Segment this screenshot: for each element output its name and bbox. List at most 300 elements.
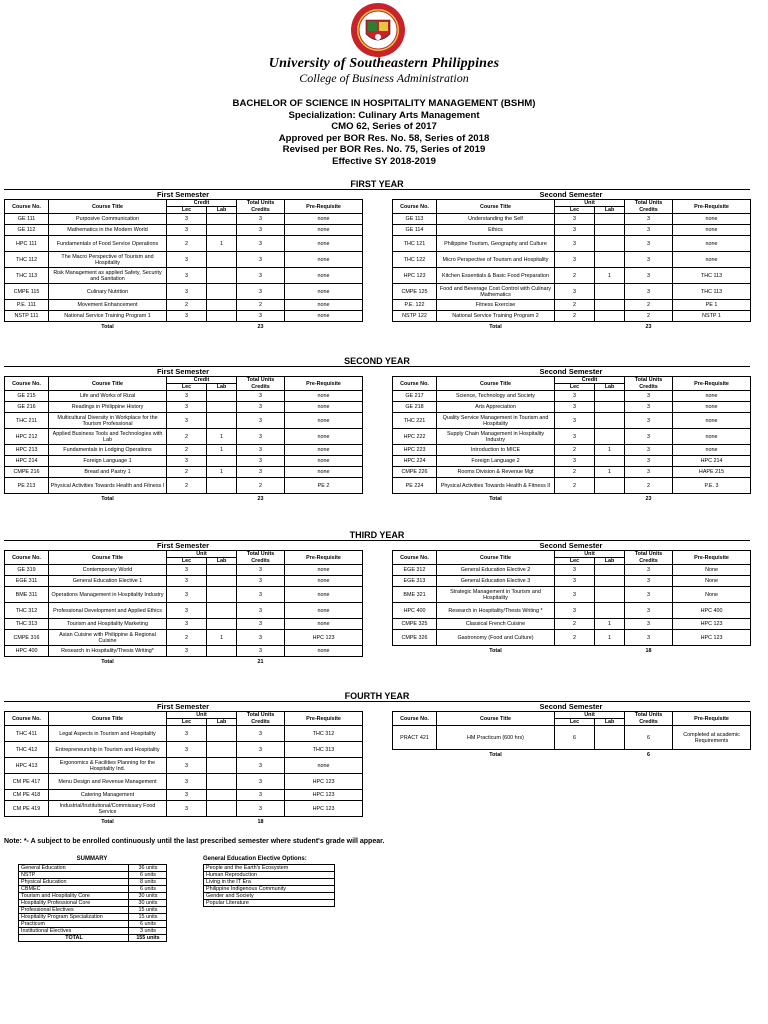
cell-course-no: THC 411 xyxy=(5,726,49,742)
cell-course-title: Physical Activities Towards Health & Fitness II xyxy=(437,478,555,494)
cell-prerequisite: none xyxy=(285,565,363,576)
total-spacer xyxy=(5,322,49,332)
cell-lec-units: 3 xyxy=(555,214,595,225)
cell-prerequisite: P.E. 3 xyxy=(673,478,751,494)
cell-lec-units: 3 xyxy=(167,790,207,801)
program-line: BACHELOR OF SCIENCE IN HOSPITALITY MANAGEMENT (BSHM) xyxy=(232,98,536,109)
university-seal xyxy=(344,2,412,58)
header-prereq: Pre-Requisite xyxy=(285,377,363,391)
course-row xyxy=(393,587,751,603)
total-spacer xyxy=(673,646,751,656)
header-lec: Lec xyxy=(555,719,595,726)
cell-lec-units: 3 xyxy=(167,758,207,774)
cell-total-units: 3 xyxy=(237,790,285,801)
summary-units: 8 units xyxy=(129,879,167,886)
cell-lab-units xyxy=(207,646,237,657)
header-total-units: Total Units xyxy=(237,377,285,384)
cell-course-no: THC 122 xyxy=(393,252,437,268)
cell-lec-units: 6 xyxy=(555,726,595,750)
cell-lec-units: 2 xyxy=(167,300,207,311)
course-row xyxy=(5,790,363,801)
cell-lab-units: 1 xyxy=(595,619,625,630)
ge-elective-item: People and the Earth's Ecosystem xyxy=(204,865,335,872)
cell-prerequisite: none xyxy=(285,391,363,402)
cell-course-no: HPC 222 xyxy=(393,429,437,445)
year-section xyxy=(4,356,750,502)
header-course-no: Course No. xyxy=(393,377,437,391)
cell-lab-units xyxy=(207,391,237,402)
summary-table xyxy=(18,864,167,942)
cell-prerequisite: none xyxy=(673,391,751,402)
header-course-title: Course Title xyxy=(437,200,555,214)
cell-lab-units xyxy=(595,587,625,603)
year-title: FOURTH YEAR xyxy=(4,692,750,702)
course-row xyxy=(393,619,751,630)
cell-course-no: CM PE 418 xyxy=(5,790,49,801)
cell-lab-units xyxy=(207,565,237,576)
cell-total-units: 3 xyxy=(625,429,673,445)
course-row xyxy=(5,801,363,817)
course-row xyxy=(5,630,363,646)
header-credits: Credits xyxy=(237,558,285,565)
header-total-units: Total Units xyxy=(237,551,285,558)
summary-row xyxy=(19,886,167,893)
cell-prerequisite: none xyxy=(285,467,363,478)
total-spacer xyxy=(555,494,595,504)
cell-course-title: Research in Hospitality/Thesis Writing* xyxy=(49,646,167,657)
ge-elective-row xyxy=(204,900,335,907)
cell-lec-units: 3 xyxy=(555,587,595,603)
cell-total-units: 3 xyxy=(237,758,285,774)
cell-lab-units xyxy=(595,252,625,268)
cell-course-no: EGE 312 xyxy=(393,565,437,576)
header-prereq: Pre-Requisite xyxy=(673,377,751,391)
cell-lab-units xyxy=(207,225,237,236)
summary-row xyxy=(19,914,167,921)
summary-category: Hospitality Program Specialization xyxy=(19,914,129,921)
total-spacer xyxy=(673,750,751,760)
summary-category: Physical Education xyxy=(19,879,129,886)
cell-lec-units: 3 xyxy=(555,236,595,252)
header-credits: Credits xyxy=(237,207,285,214)
course-table xyxy=(392,376,751,504)
cell-lab-units xyxy=(207,413,237,429)
summary-units: 15 units xyxy=(129,914,167,921)
cell-prerequisite: THC 313 xyxy=(285,742,363,758)
ge-elective-item: Gender and Society xyxy=(204,893,335,900)
cell-lab-units xyxy=(595,300,625,311)
cell-course-title: HM Practicum (600 hrs) xyxy=(437,726,555,750)
cell-prerequisite: none xyxy=(673,225,751,236)
cell-lab-units xyxy=(207,603,237,619)
course-row xyxy=(393,268,751,284)
cell-lec-units: 3 xyxy=(555,413,595,429)
year-title: FIRST YEAR xyxy=(4,180,750,190)
total-spacer xyxy=(167,817,207,827)
total-spacer xyxy=(5,817,49,827)
cell-prerequisite: none xyxy=(285,284,363,300)
header-group: Credit xyxy=(555,377,625,384)
cell-total-units: 3 xyxy=(237,742,285,758)
header-lec: Lec xyxy=(555,558,595,565)
total-label: Total xyxy=(101,818,114,825)
header-group: Credit xyxy=(167,200,237,207)
cell-total-units: 3 xyxy=(625,587,673,603)
cell-prerequisite: none xyxy=(673,214,751,225)
summary-title: SUMMARY xyxy=(76,856,108,862)
header-course-no: Course No. xyxy=(5,377,49,391)
total-spacer xyxy=(5,494,49,504)
cell-lec-units: 3 xyxy=(167,284,207,300)
header-total-units: Total Units xyxy=(625,377,673,384)
cell-total-units: 3 xyxy=(625,619,673,630)
course-row xyxy=(5,467,363,478)
total-value: 18 xyxy=(257,818,264,825)
cell-lab-units xyxy=(595,565,625,576)
year-section xyxy=(4,179,750,330)
cell-lab-units xyxy=(207,402,237,413)
cell-prerequisite: NSTP 1 xyxy=(673,311,751,322)
cell-course-title: Contemporary World xyxy=(49,565,167,576)
cell-course-title: Fundamentals of Food Service Operations xyxy=(49,236,167,252)
course-row xyxy=(393,603,751,619)
header-credits: Credits xyxy=(625,719,673,726)
header-total-units: Total Units xyxy=(625,200,673,207)
cell-total-units: 2 xyxy=(625,300,673,311)
cell-total-units: 3 xyxy=(625,413,673,429)
cell-course-title: Rooms Division & Revenue Mgt xyxy=(437,467,555,478)
cell-total-units: 2 xyxy=(625,311,673,322)
cell-prerequisite: none xyxy=(285,225,363,236)
total-value: 23 xyxy=(645,323,652,330)
cell-total-units: 3 xyxy=(237,774,285,790)
course-row xyxy=(393,252,751,268)
cell-course-no: THC 211 xyxy=(5,413,49,429)
course-row xyxy=(5,742,363,758)
total-spacer xyxy=(207,322,237,332)
header-course-no: Course No. xyxy=(5,200,49,214)
summary-units: 6 units xyxy=(129,886,167,893)
cell-course-no: GE 112 xyxy=(5,225,49,236)
cell-lab-units: 1 xyxy=(207,445,237,456)
cell-prerequisite: none xyxy=(285,646,363,657)
cell-course-no: HPC 400 xyxy=(393,603,437,619)
cell-course-no: THC 112 xyxy=(5,252,49,268)
cell-prerequisite: None xyxy=(673,565,751,576)
summary-units: 6 units xyxy=(129,872,167,879)
header-prereq: Pre-Requisite xyxy=(673,551,751,565)
total-spacer xyxy=(393,646,437,656)
cell-lec-units: 3 xyxy=(167,214,207,225)
cell-lab-units: 1 xyxy=(595,445,625,456)
semester-block xyxy=(392,702,750,760)
course-table xyxy=(392,550,751,656)
table-header-row xyxy=(393,200,751,207)
summary-row xyxy=(19,879,167,886)
summary-section xyxy=(18,856,166,942)
course-table xyxy=(392,199,751,332)
ge-electives-section xyxy=(203,856,335,907)
cell-total-units: 3 xyxy=(625,402,673,413)
semester-title: First Semester xyxy=(156,367,210,376)
college-name: College of Business Administration xyxy=(299,71,469,85)
cell-course-title: Fundamentals in Lodging Operations xyxy=(49,445,167,456)
total-spacer xyxy=(555,322,595,332)
cell-prerequisite: none xyxy=(673,445,751,456)
semester-title: Second Semester xyxy=(539,541,603,550)
cell-total-units: 3 xyxy=(625,445,673,456)
total-row xyxy=(393,750,751,760)
cell-course-title: Tourism and Hospitality Marketing xyxy=(49,619,167,630)
ge-elective-item: Philippine Indigenous Community xyxy=(204,886,335,893)
total-row xyxy=(393,494,751,504)
cell-lec-units: 3 xyxy=(167,252,207,268)
cell-course-title: Science, Technology and Society xyxy=(437,391,555,402)
cell-course-no: CM PE 417 xyxy=(5,774,49,790)
total-spacer xyxy=(555,750,595,760)
course-row xyxy=(393,429,751,445)
cell-lab-units xyxy=(207,790,237,801)
cell-prerequisite: THC 113 xyxy=(673,284,751,300)
cell-total-units: 3 xyxy=(237,726,285,742)
semester-title: Second Semester xyxy=(539,190,603,199)
header-prereq: Pre-Requisite xyxy=(673,200,751,214)
cell-lec-units: 3 xyxy=(555,402,595,413)
cell-lab-units xyxy=(207,300,237,311)
header-course-title: Course Title xyxy=(437,551,555,565)
cell-lab-units: 1 xyxy=(207,236,237,252)
cell-lec-units: 2 xyxy=(167,467,207,478)
cell-course-no: PE 224 xyxy=(393,478,437,494)
course-row xyxy=(5,619,363,630)
total-row xyxy=(5,494,363,504)
total-spacer xyxy=(285,817,363,827)
course-row xyxy=(393,284,751,300)
cell-lec-units: 3 xyxy=(167,726,207,742)
summary-row xyxy=(19,872,167,879)
header-lec: Lec xyxy=(555,384,595,391)
cell-course-title: National Service Training Program 2 xyxy=(437,311,555,322)
cell-total-units: 6 xyxy=(625,726,673,750)
cell-total-units: 3 xyxy=(237,603,285,619)
total-row xyxy=(5,657,363,667)
cell-course-title: Applied Business Tools and Technologies with Lab xyxy=(49,429,167,445)
cell-course-no: CMPE 326 xyxy=(393,630,437,646)
cell-total-units: 3 xyxy=(625,236,673,252)
semester-block xyxy=(4,702,362,827)
cell-lab-units: 1 xyxy=(595,630,625,646)
header-credits: Credits xyxy=(625,207,673,214)
summary-units: 15 units xyxy=(129,907,167,914)
total-value: 23 xyxy=(645,495,652,502)
summary-category: Practicum xyxy=(19,921,129,928)
cell-total-units: 3 xyxy=(237,284,285,300)
cell-lab-units xyxy=(207,758,237,774)
header-lec: Lec xyxy=(167,384,207,391)
course-row xyxy=(5,214,363,225)
cell-lab-units xyxy=(207,311,237,322)
cell-lab-units xyxy=(207,478,237,494)
ge-electives-table xyxy=(203,864,335,907)
total-value: 23 xyxy=(257,495,264,502)
cell-course-no: NSTP 122 xyxy=(393,311,437,322)
cell-total-units: 3 xyxy=(237,402,285,413)
summary-category: Professional Electives xyxy=(19,907,129,914)
cell-lab-units xyxy=(207,252,237,268)
header-course-no: Course No. xyxy=(393,551,437,565)
cell-course-no: HPC 212 xyxy=(5,429,49,445)
total-spacer xyxy=(595,646,625,656)
total-label: Total xyxy=(489,495,502,502)
cell-total-units: 2 xyxy=(237,478,285,494)
cell-course-no: THC 412 xyxy=(5,742,49,758)
course-row xyxy=(5,225,363,236)
table-header-row xyxy=(5,551,363,558)
header-prereq: Pre-Requisite xyxy=(285,551,363,565)
course-row xyxy=(5,565,363,576)
year-section xyxy=(4,530,750,665)
cell-total-units: 3 xyxy=(237,565,285,576)
cell-lab-units xyxy=(207,587,237,603)
cell-lab-units xyxy=(595,236,625,252)
course-row xyxy=(5,758,363,774)
ge-elective-item: Popular Literature xyxy=(204,900,335,907)
cell-course-title: Asian Cuisine with Philippine & Regional Cuisine xyxy=(49,630,167,646)
total-row xyxy=(5,322,363,332)
cell-lec-units: 2 xyxy=(167,429,207,445)
cell-course-title: Arts Appreciation xyxy=(437,402,555,413)
cell-prerequisite: none xyxy=(285,252,363,268)
cell-total-units: 3 xyxy=(237,801,285,817)
cell-prerequisite: none xyxy=(285,311,363,322)
cell-total-units: 3 xyxy=(625,565,673,576)
cell-prerequisite: none xyxy=(285,268,363,284)
course-row xyxy=(393,300,751,311)
cell-course-no: HPC 123 xyxy=(393,268,437,284)
cell-course-title: Micro Perspective of Tourism and Hospitality xyxy=(437,252,555,268)
cell-lab-units xyxy=(595,402,625,413)
header-credits: Credits xyxy=(625,558,673,565)
cell-prerequisite: HPC 123 xyxy=(673,619,751,630)
cell-lec-units: 3 xyxy=(555,284,595,300)
cell-total-units: 3 xyxy=(237,391,285,402)
cell-lec-units: 2 xyxy=(167,630,207,646)
program-line: Revised per BOR Res. No. 75, Series of 2019 xyxy=(282,144,486,156)
cell-total-units: 3 xyxy=(625,630,673,646)
cell-lec-units: 3 xyxy=(167,646,207,657)
cell-course-no: CMPE 325 xyxy=(393,619,437,630)
course-row xyxy=(393,236,751,252)
header-credits: Credits xyxy=(625,384,673,391)
total-spacer xyxy=(595,494,625,504)
cell-course-no: THC 312 xyxy=(5,603,49,619)
cell-prerequisite: none xyxy=(285,587,363,603)
semester-title: First Semester xyxy=(156,190,210,199)
cell-course-title: Purposive Communication xyxy=(49,214,167,225)
cell-lec-units: 2 xyxy=(555,311,595,322)
cell-course-no: THC 121 xyxy=(393,236,437,252)
summary-units: 6 units xyxy=(129,921,167,928)
cell-course-title: Supply Chain Management in Hospitality Industry xyxy=(437,429,555,445)
header-credits: Credits xyxy=(237,384,285,391)
cell-lec-units: 3 xyxy=(167,576,207,587)
course-row xyxy=(5,774,363,790)
table-header-row xyxy=(5,200,363,207)
course-table xyxy=(392,711,751,760)
cell-lab-units xyxy=(595,726,625,750)
cell-total-units: 3 xyxy=(625,268,673,284)
cell-prerequisite: none xyxy=(673,402,751,413)
cell-total-units: 3 xyxy=(625,214,673,225)
cell-total-units: 3 xyxy=(237,619,285,630)
cell-lec-units: 3 xyxy=(167,456,207,467)
cell-course-no: CMPE 216 xyxy=(5,467,49,478)
course-row xyxy=(5,478,363,494)
footnote: Note: *- A subject to be enrolled continuously until the last prescribed semester where student's grade will appear. xyxy=(4,838,385,845)
cell-lab-units xyxy=(207,576,237,587)
year-title: SECOND YEAR xyxy=(4,357,750,367)
ge-elective-row xyxy=(204,886,335,893)
total-spacer xyxy=(167,322,207,332)
program-title xyxy=(0,98,768,168)
cell-prerequisite: none xyxy=(673,413,751,429)
cell-lec-units: 2 xyxy=(167,478,207,494)
total-spacer xyxy=(393,494,437,504)
header-course-no: Course No. xyxy=(5,712,49,726)
course-table xyxy=(4,376,363,504)
header-lec: Lec xyxy=(167,558,207,565)
header-total-units: Total Units xyxy=(625,551,673,558)
total-spacer xyxy=(595,322,625,332)
cell-total-units: 2 xyxy=(237,300,285,311)
cell-course-no: GE 218 xyxy=(393,402,437,413)
cell-course-title: Kitchen Essentials & Basic Food Preparation xyxy=(437,268,555,284)
cell-course-title: Catering Management xyxy=(49,790,167,801)
summary-total-value: 155 units xyxy=(129,935,167,942)
cell-lab-units xyxy=(595,311,625,322)
summary-row xyxy=(19,900,167,907)
cell-total-units: 3 xyxy=(237,576,285,587)
cell-lab-units: 1 xyxy=(595,268,625,284)
total-label: Total xyxy=(489,751,502,758)
header-course-title: Course Title xyxy=(49,200,167,214)
cell-course-title: Foreign Language 1 xyxy=(49,456,167,467)
summary-units: 30 units xyxy=(129,900,167,907)
total-spacer xyxy=(285,322,363,332)
cell-total-units: 3 xyxy=(237,646,285,657)
cell-lab-units xyxy=(207,726,237,742)
cell-course-no: P.E. 122 xyxy=(393,300,437,311)
total-label: Total xyxy=(101,658,114,665)
cell-course-no: CMPE 115 xyxy=(5,284,49,300)
cell-total-units: 3 xyxy=(237,456,285,467)
cell-prerequisite: none xyxy=(285,402,363,413)
cell-prerequisite: HPC 123 xyxy=(673,630,751,646)
cell-lec-units: 2 xyxy=(555,619,595,630)
cell-lec-units: 3 xyxy=(167,402,207,413)
semester-block xyxy=(4,367,362,504)
course-table xyxy=(4,711,363,827)
course-row xyxy=(5,576,363,587)
program-line: Approved per BOR Res. No. 58, Series of 2018 xyxy=(278,132,490,144)
cell-prerequisite: none xyxy=(673,236,751,252)
cell-course-title: Ergonomics & Facilities Planning for the Hospitality Ind. xyxy=(49,758,167,774)
cell-prerequisite: HPC 214 xyxy=(673,456,751,467)
table-header-row xyxy=(393,712,751,719)
cell-lec-units: 3 xyxy=(167,565,207,576)
course-row xyxy=(393,311,751,322)
cell-course-no: THC 221 xyxy=(393,413,437,429)
